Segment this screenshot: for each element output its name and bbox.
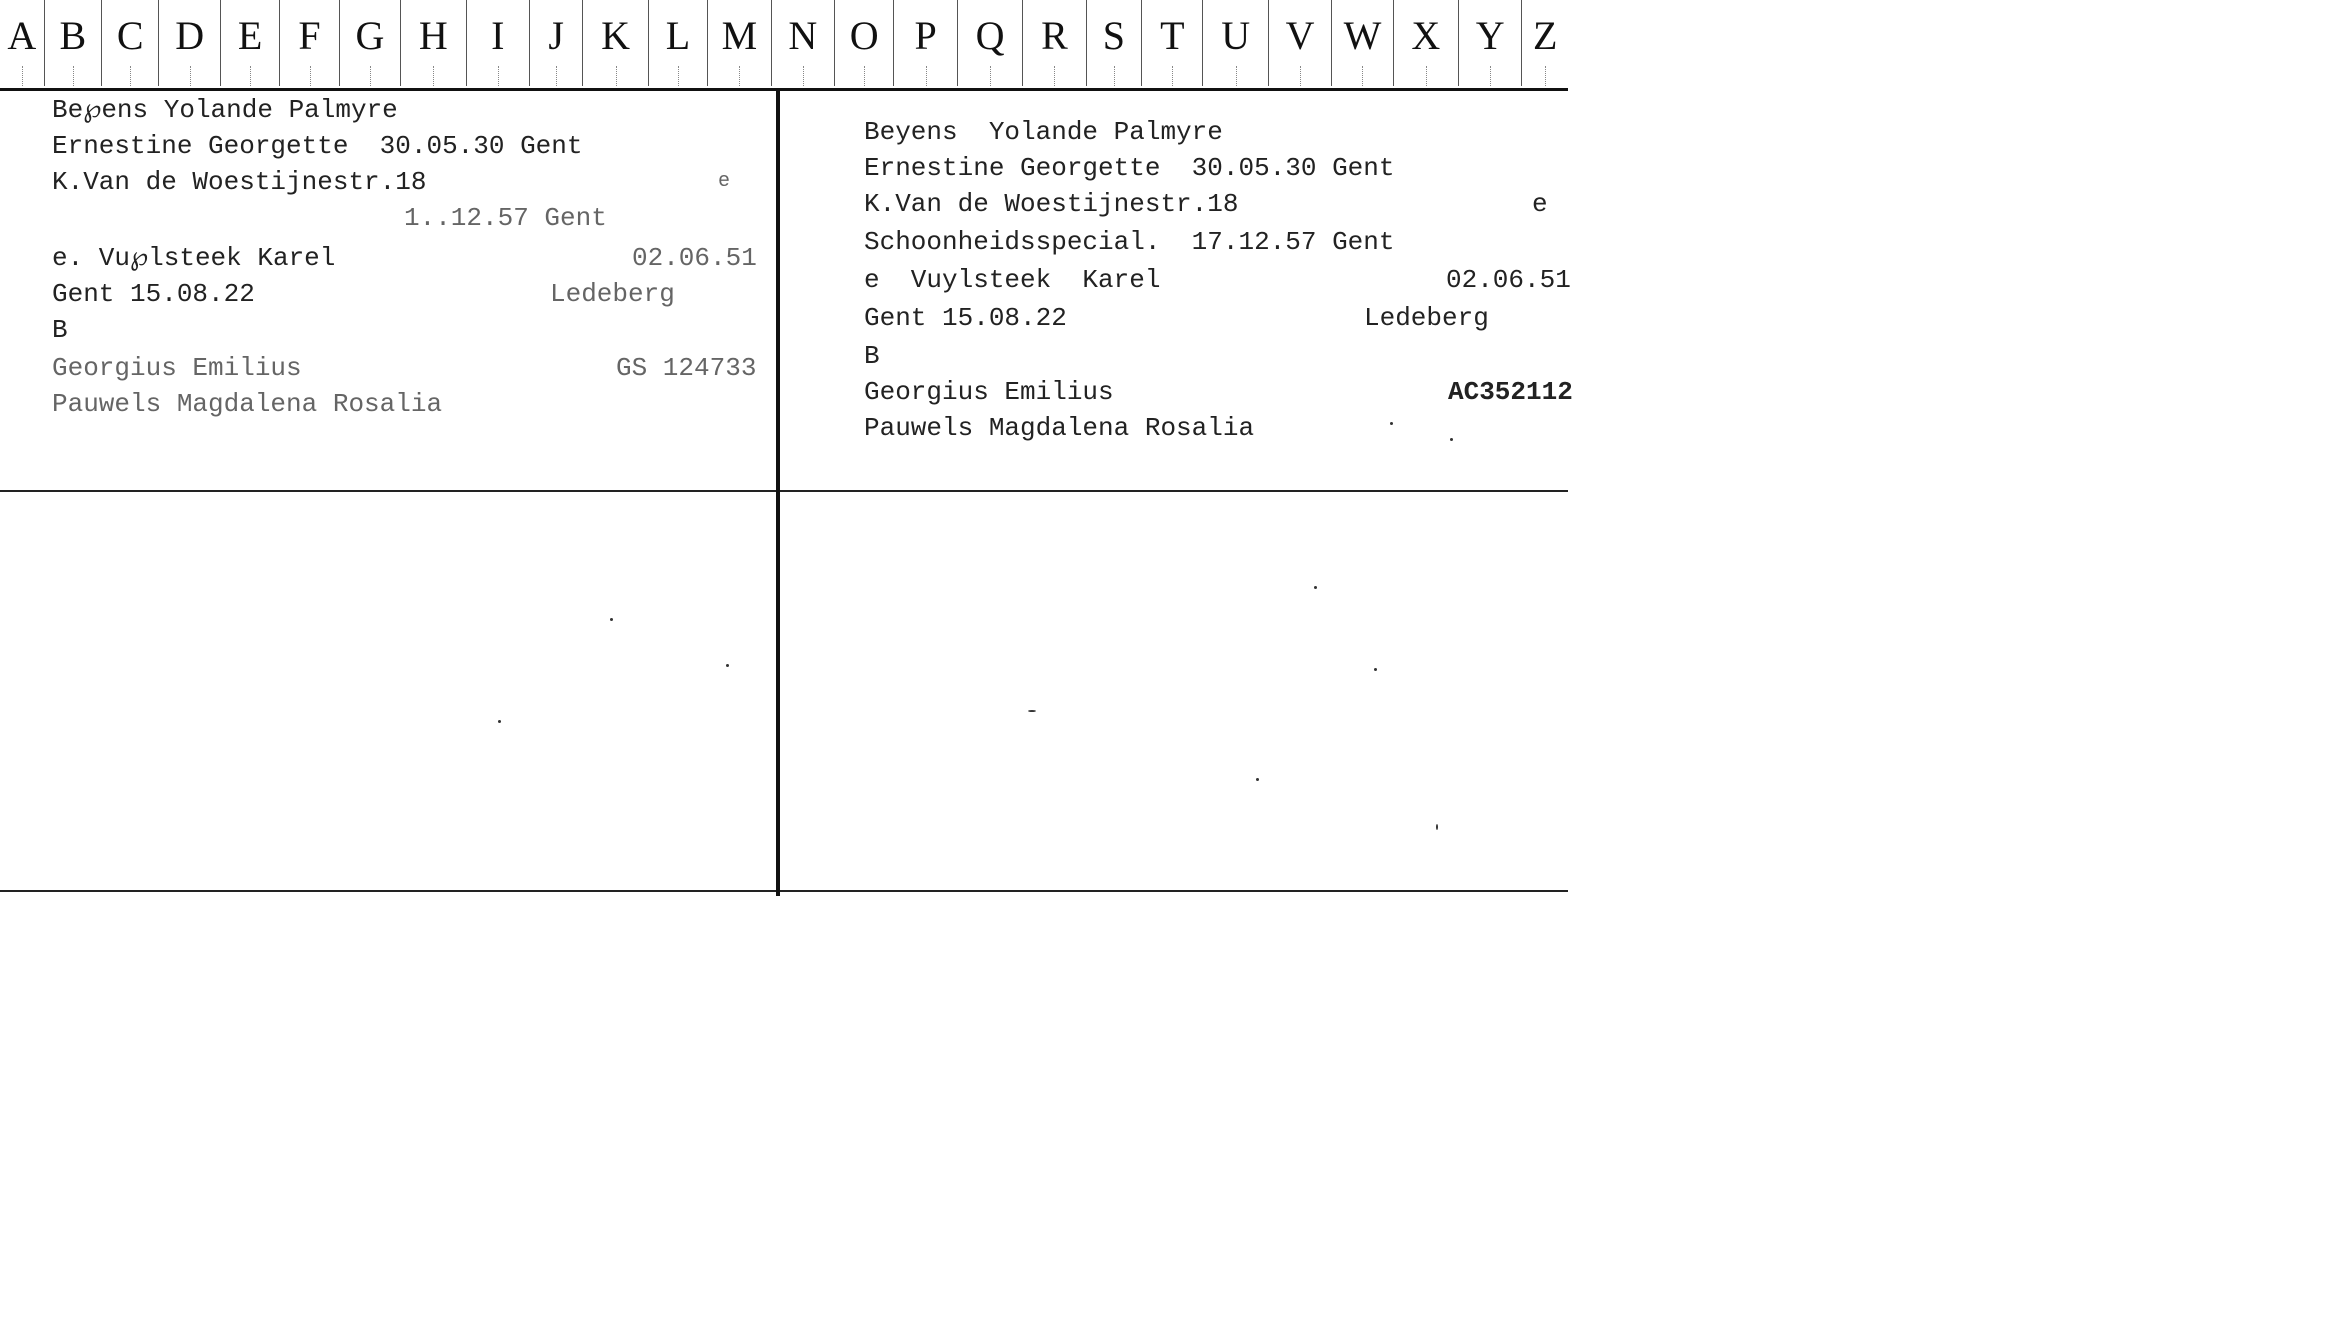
record-spouse-birth: Gent 15.08.22: [52, 279, 255, 309]
alphabet-letter-u: U: [1202, 0, 1267, 86]
card-divider-horizontal: [780, 890, 1568, 892]
alphabet-letter-w: W: [1331, 0, 1392, 86]
record-mother: Pauwels Magdalena Rosalia: [864, 413, 1255, 443]
record-given-names-birth: Ernestine Georgette 30.05.30 Gent: [864, 153, 1395, 183]
record-address: K.Van de Woestijnestr.18: [52, 167, 427, 197]
alphabet-letter-z: Z: [1521, 0, 1568, 86]
alphabet-letter-n: N: [771, 0, 834, 86]
record-name-line: Be℘ens Yolande Palmyre: [52, 95, 398, 125]
alphabet-letter-c: C: [101, 0, 158, 86]
alphabet-letter-d: D: [158, 0, 219, 86]
record-spouse-date: 02.06.51: [1446, 265, 1571, 295]
alphabet-letter-i: I: [466, 0, 529, 86]
record-address-mark: e: [718, 170, 731, 193]
alphabet-letter-r: R: [1022, 0, 1085, 86]
record-father: Georgius Emilius: [52, 353, 302, 383]
alphabet-letter-h: H: [400, 0, 465, 86]
record-spouse-place: Ledeberg: [550, 279, 675, 309]
alphabet-letter-e: E: [220, 0, 279, 86]
record-date-place: 1..12.57 Gent: [404, 203, 607, 233]
record-nationality: B: [52, 315, 68, 345]
alphabet-letter-q: Q: [957, 0, 1022, 86]
record-id-number: AC352112: [1448, 377, 1573, 407]
record-address: K.Van de Woestijnestr.18: [864, 189, 1239, 219]
record-address-mark: e: [1532, 189, 1548, 219]
record-father: Georgius Emilius: [864, 377, 1114, 407]
alphabet-letter-l: L: [648, 0, 707, 86]
alphabet-letter-a: A: [0, 0, 44, 86]
alphabet-index-header: [0, 0, 1568, 91]
card-divider-horizontal: [0, 490, 776, 492]
card-divider-vertical: [776, 88, 780, 896]
record-nationality: B: [864, 341, 880, 371]
left-record-card: [52, 92, 772, 432]
record-spouse: e. Vu℘lsteek Karel: [52, 243, 336, 273]
alphabet-letter-f: F: [279, 0, 338, 86]
alphabet-letter-x: X: [1393, 0, 1458, 86]
card-divider-horizontal: [0, 890, 776, 892]
record-mother: Pauwels Magdalena Rosalia: [52, 389, 443, 419]
record-spouse-date: 02.06.51: [632, 243, 757, 273]
alphabet-letter-o: O: [834, 0, 893, 86]
alphabet-letter-m: M: [707, 0, 770, 86]
alphabet-letter-p: P: [893, 0, 956, 86]
record-given-names-birth: Ernestine Georgette 30.05.30 Gent: [52, 131, 583, 161]
alphabet-letter-g: G: [339, 0, 400, 86]
alphabet-letter-y: Y: [1458, 0, 1521, 86]
right-record-card: [864, 114, 1573, 454]
record-name-line: Beyens Yolande Palmyre: [864, 117, 1223, 147]
alphabet-letter-j: J: [529, 0, 582, 86]
alphabet-letter-b: B: [44, 0, 101, 86]
alphabet-letter-k: K: [582, 0, 647, 86]
record-id-number: GS 124733: [616, 353, 757, 383]
record-spouse: e Vuylsteek Karel: [864, 265, 1161, 295]
alphabet-letter-t: T: [1141, 0, 1202, 86]
alphabet-letter-v: V: [1268, 0, 1331, 86]
record-occupation-date-place: Schoonheidsspecial. 17.12.57 Gent: [864, 227, 1395, 257]
alphabet-letter-s: S: [1086, 0, 1141, 86]
card-divider-horizontal: [780, 490, 1568, 492]
record-spouse-birth: Gent 15.08.22: [864, 303, 1067, 333]
record-spouse-place: Ledeberg: [1364, 303, 1489, 333]
